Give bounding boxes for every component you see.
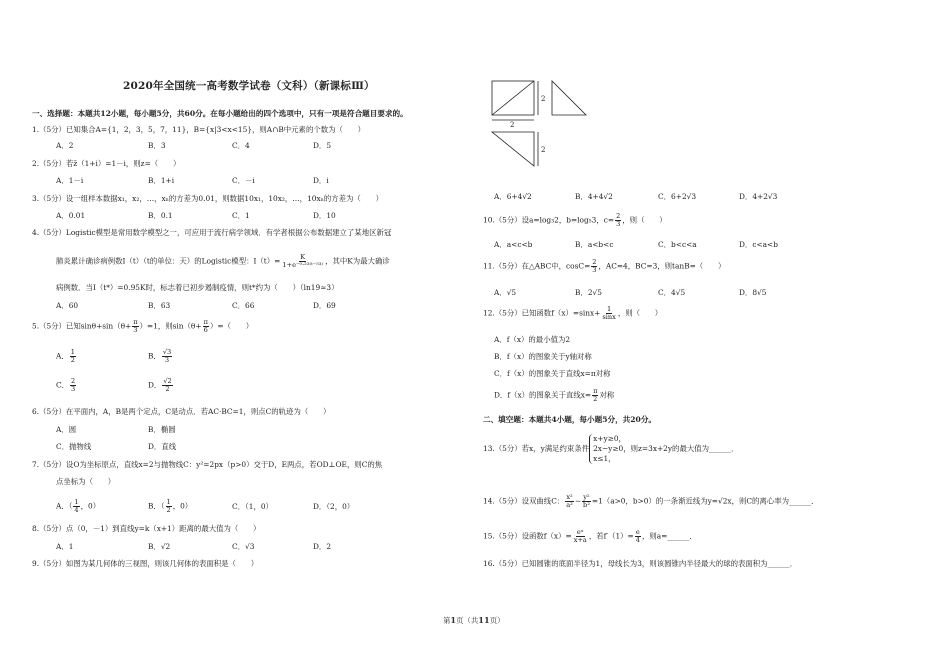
q7-a-open: A．（ (56, 501, 73, 511)
q11-text-a: 11.（5分）在△ABC中，cosC= (483, 261, 591, 271)
q1-option-b: B．3 (148, 141, 166, 150)
q12-text-a: 12.（5分）已知函数f（x）=sinx+ (483, 308, 601, 318)
question-8: 8.（5分）点（0，－1）到直线y=k（x+1）距离的最大值为（ ） (32, 524, 261, 533)
q5-option-d (148, 378, 174, 393)
q14-text-b: =1（a>0，b>0）的一条渐近线为y=√2x，则C的离心率为______． (591, 496, 819, 506)
question-2: 2.（5分）若z̄（1+i）=1－i，则z=（ ） (32, 159, 181, 168)
q11-text-b: ，AC=4，BC=3，则tanB=（ ） (598, 261, 726, 271)
q10-option-d: D．c<a<b (739, 240, 778, 249)
question-10 (483, 213, 667, 228)
q12-fraction (601, 306, 616, 321)
q10-fraction (615, 213, 621, 228)
q10-text-b: ，则（ ） (622, 215, 667, 225)
q8-option-b: B．√2 (148, 542, 171, 551)
q5-d-den: 2 (165, 384, 170, 393)
q5-text-c: ）=（ ） (209, 321, 254, 331)
question-6: 6.（5分）在平面内，A，B是两个定点，C是动点．若AC·BC=1，则点C的轨迹为（ ） (32, 407, 331, 416)
q8-option-d: D．2 (313, 542, 332, 551)
q1-option-d: D．5 (313, 141, 332, 150)
q4-option-d: D．69 (313, 301, 336, 310)
q6-option-d: D．直线 (148, 442, 177, 451)
top-view-triangle (492, 132, 534, 166)
question-14 (483, 494, 819, 509)
q6-option-a: A．圆 (56, 425, 77, 434)
q12-d-den: 2 (593, 394, 598, 403)
q5-fraction-1 (132, 319, 138, 334)
q15-fraction-1 (573, 529, 588, 544)
q7-a-den: 4 (74, 505, 79, 514)
q5-c-fraction (70, 378, 76, 393)
q5-c-num: 2 (71, 377, 76, 385)
q7-b-close: ，0） (172, 501, 193, 511)
q5-d-num: √2 (163, 377, 172, 385)
q7-a-fraction (73, 499, 79, 514)
front-width-label: 2 (510, 121, 515, 129)
q11-option-a: A．√5 (494, 288, 517, 297)
q12-d-text-a: D．f（x）的图象关于直线x= (494, 390, 592, 400)
q13-constraint-system (589, 434, 631, 464)
q7-option-b (148, 499, 192, 514)
question-4-line-3: 病例数．当I（t*）=0.95K时，标志着已初步遏制疫情，则t*约为（ ）（ln19≈3） (56, 283, 339, 292)
q15-fr1-den: x+a (573, 535, 587, 544)
q7-b-open: B．（ (148, 501, 165, 511)
q4-text-a: 肺炎累计确诊病例数I（t）（t的单位：天）的Logistic模型：I（t）= (56, 256, 281, 266)
q13-text-a: 13.（5分）若x，y满足约束条件 (483, 443, 590, 453)
q4-fraction-den: 1+e⁻⁰·²³⁽ᵗ⁻⁵³⁾ (282, 260, 324, 269)
q5-fr2-num: π (203, 318, 208, 326)
question-4-line-1: 4.（5分）Logistic模型是常用数学模型之一，可应用于流行病学领域．有学者根据公布数据建立了某地区新冠 (32, 228, 392, 237)
q5-a-label: A． (56, 351, 69, 361)
q1-option-c: C．4 (232, 141, 250, 150)
q5-a-num: 1 (70, 348, 75, 356)
q5-b-num: √3 (162, 348, 172, 356)
q14-fr1-den: a² (566, 500, 573, 509)
q15-fr1-num: eˣ (576, 528, 584, 536)
q5-fr1-num: π (133, 318, 138, 326)
q6-option-b: B．椭圆 (148, 425, 176, 434)
q11-option-d: D．8√5 (739, 288, 767, 297)
q3-option-a: A．0.01 (56, 211, 86, 220)
q5-text-b: ）=1，则sin（θ+ (139, 321, 202, 331)
q13-constraint-1: x+y≥0， (593, 434, 626, 443)
footer-page-number: 1 (450, 615, 457, 625)
q5-b-fraction (162, 349, 172, 364)
q5-option-a (56, 349, 77, 364)
q10-option-b: B．a<b<c (575, 240, 614, 249)
q2-option-b: B．1+i (148, 176, 175, 185)
q7-a-num: 1 (74, 498, 79, 506)
q5-b-den: 3 (164, 355, 170, 364)
question-4-line-2 (56, 254, 390, 269)
q4-option-b: B．63 (148, 301, 171, 310)
q12-text-b: ，则（ ） (617, 308, 663, 318)
q5-a-fraction (70, 349, 76, 364)
q1-option-a: A．2 (56, 141, 74, 150)
q4-text-b: ，其中K为最大确诊 (325, 256, 390, 266)
page-title: 2020年全国统一高考数学试卷（文科）（新课标Ⅲ） (123, 80, 375, 92)
q6-option-c: C．抛物线 (56, 442, 92, 451)
q10-text-a: 10.（5分）设a=log₃2，b=log₅3，c= (483, 215, 615, 225)
section-choice-heading: 一、选择题：本题共12小题，每小题5分，共60分。在每小题给出的四个选项中，只有一项是符合题目要求的。 (32, 109, 408, 118)
q7-a-close: ，0） (80, 501, 101, 511)
q11-option-c: C．4√5 (658, 288, 686, 297)
q15-fr2-den: 4 (635, 535, 640, 544)
question-3: 3.（5分）设一组样本数据x₁，x₂，…，xₙ的方差为0.01，则数据10x₁，10x₂，…，10xₙ的方差为（ ） (32, 194, 383, 203)
q7-option-c: C．（1，0） (232, 502, 273, 511)
q2-option-d: D．i (313, 176, 329, 185)
q2-option-c: C．－i (232, 176, 255, 185)
q10-den: 3 (616, 219, 621, 228)
question-9: 9.（5分）如图为某几何体的三视图，则该几何体的表面积是（ ） (32, 559, 259, 568)
q15-fr2-num: e (635, 528, 640, 536)
q12-num: 1 (606, 305, 612, 313)
q14-fraction-2 (582, 494, 591, 509)
q12-d-fraction (592, 388, 598, 403)
q5-text-a: 5.（5分）已知sinθ+sin（θ+ (32, 321, 132, 331)
q11-option-b: B．2√5 (575, 288, 602, 297)
front-view-diagonal (492, 81, 534, 115)
q5-c-label: C． (56, 380, 70, 390)
q7-b-den: 2 (166, 505, 171, 514)
q9-option-a: A．6+4√2 (494, 192, 532, 201)
q5-d-fraction (162, 378, 172, 393)
q10-option-c: C．b<c<a (658, 240, 697, 249)
q13-constraint-3: x≤1， (593, 453, 616, 463)
footer-text-a: 第 (443, 616, 451, 625)
q12-den: sinx (602, 312, 616, 321)
q14-minus: − (574, 496, 582, 506)
q5-option-b (148, 349, 173, 364)
question-13 (483, 434, 739, 464)
q5-c-den: 3 (71, 384, 76, 393)
q12-option-d (494, 388, 614, 403)
q15-fraction-2 (635, 529, 641, 544)
q5-b-label: B． (148, 351, 161, 361)
q10-num: 2 (616, 212, 621, 220)
q14-fr2-den: b² (583, 500, 590, 509)
question-1: 1.（5分）已知集合A={1，2，3，5，7，11}，B={x|3<x<15}，则A∩B中元素的个数为（ ） (32, 125, 366, 134)
q4-option-c: C．66 (232, 301, 255, 310)
question-5 (32, 319, 253, 334)
section-fill-heading: 二、填空题：本题共4小题，每小题5分，共20分。 (483, 415, 657, 424)
q4-fraction-num: K (300, 253, 306, 261)
q14-fraction-1 (565, 494, 574, 509)
question-15 (483, 529, 697, 544)
q15-text-b: ，若f′（1）= (588, 531, 634, 541)
q8-option-a: A．1 (56, 542, 74, 551)
q12-d-num: π (593, 387, 598, 395)
q5-d-label: D． (148, 380, 162, 390)
top-height-label: 2 (541, 146, 546, 154)
question-12 (483, 306, 662, 321)
q5-fr1-den: 3 (133, 325, 138, 334)
q2-option-a: A．1－i (56, 176, 84, 185)
question-7-line-1: 7.（5分）设O为坐标原点，直线x=2与抛物线C：y²=2px（p>0）交于D，E两点，若OD⊥OE，则C的焦 (32, 460, 383, 469)
q4-logistic-fraction (281, 254, 324, 269)
q14-fr2-num: y² (583, 493, 590, 501)
q9-option-c: C．6+2√3 (658, 192, 697, 201)
q7-option-d: D．（2，0） (313, 502, 355, 511)
q9-option-d: D．4+2√3 (739, 192, 778, 201)
q7-b-num: 1 (166, 498, 171, 506)
q3-option-c: C．1 (232, 211, 250, 220)
q5-option-c (56, 378, 77, 393)
q5-a-den: 2 (70, 355, 75, 364)
q15-text-c: ，则a=______． (641, 531, 697, 541)
three-view-figure (490, 75, 605, 171)
q10-option-a: A．a<c<b (494, 240, 533, 249)
question-16: 16.（5分）已知圆锥的底面半径为1，母线长为3，则该圆锥内半径最大的球的表面积为______． (483, 559, 798, 568)
q5-fr2-den: 6 (203, 325, 208, 334)
q13-constraint-2: 2x−y≥0， (593, 443, 631, 453)
question-11 (483, 259, 725, 274)
q12-option-c: C．f（x）的图象关于直线x=π对称 (494, 369, 611, 378)
q14-fr1-num: x² (566, 493, 573, 501)
q11-den: 3 (592, 265, 597, 274)
question-7-line-2: 点坐标为（ ） (56, 477, 116, 486)
q11-fraction (591, 259, 597, 274)
q4-option-a: A．60 (56, 301, 79, 310)
q12-option-a: A．f（x）的最小值为2 (494, 335, 571, 344)
q11-num: 2 (592, 258, 597, 266)
q12-option-b: B．f（x）的图象关于y轴对称 (494, 352, 592, 361)
q7-b-fraction (166, 499, 172, 514)
q9-option-b: B．4+4√2 (575, 192, 613, 201)
q3-option-d: D．10 (313, 211, 336, 220)
side-view-triangle (552, 81, 586, 115)
footer-text-c: 页） (489, 616, 505, 625)
q5-fraction-2 (203, 319, 209, 334)
q12-d-text-b: 对称 (599, 390, 615, 400)
q13-text-b: 则z=3x+2y的最大值为______． (630, 443, 739, 453)
q3-option-b: B．0.1 (148, 211, 173, 220)
q8-option-c: C．√3 (232, 542, 255, 551)
q14-text-a: 14.（5分）设双曲线C： (483, 496, 565, 506)
front-height-label: 2 (541, 95, 546, 103)
page-footer (443, 615, 505, 625)
q7-option-a (56, 499, 100, 514)
q15-text-a: 15.（5分）设函数f（x）= (483, 531, 572, 541)
footer-text-b: 页（共 (456, 616, 479, 625)
footer-total-pages: 11 (478, 615, 490, 625)
